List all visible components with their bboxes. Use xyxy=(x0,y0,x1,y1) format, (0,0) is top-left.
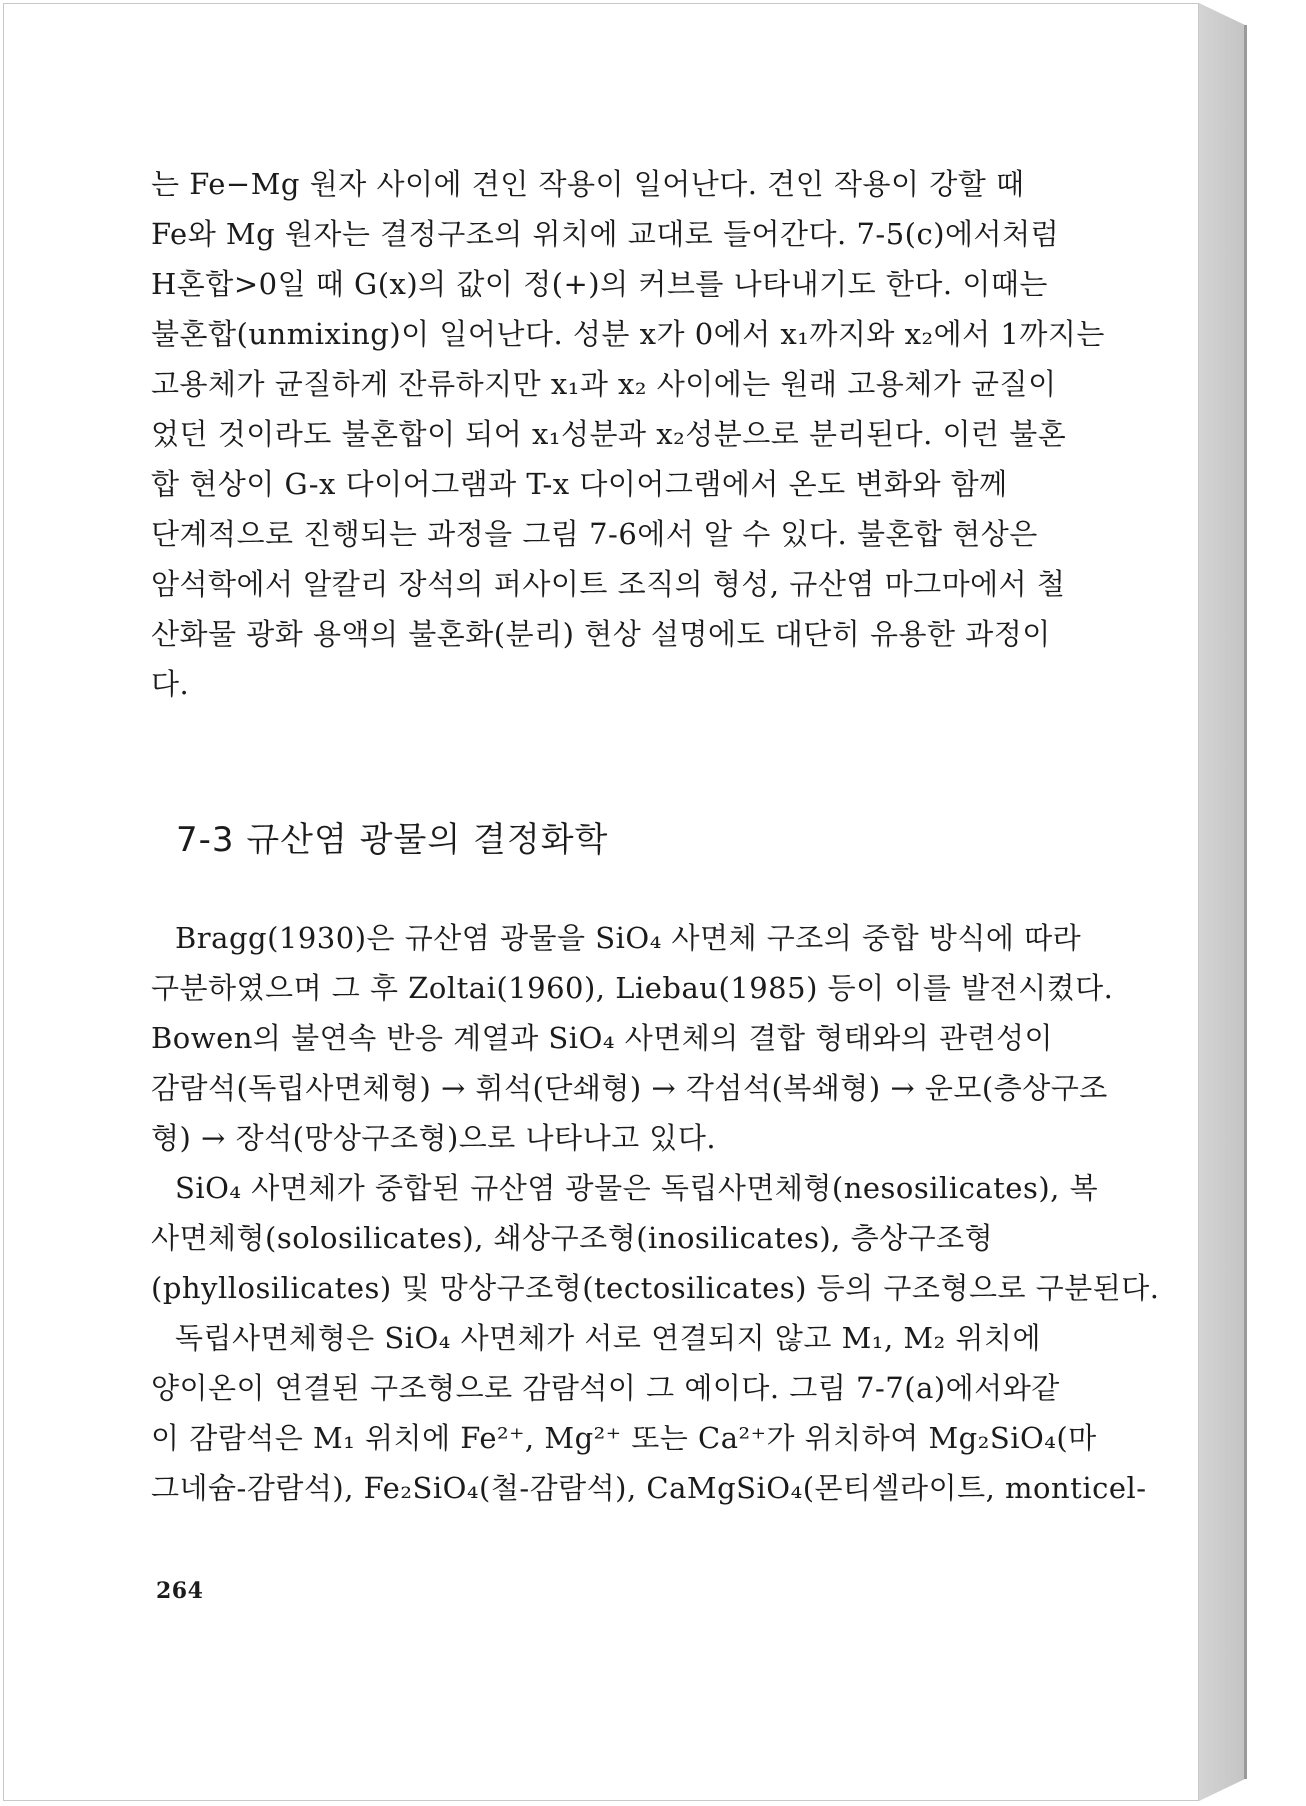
text-line: H혼합>0일 때 G(x)의 값이 정(+)의 커브를 나타내기도 한다. 이때는 xyxy=(151,267,1048,301)
text-line: 감람석(독립사면체형) → 휘석(단쇄형) → 각섬석(복쇄형) → 운모(층상구조 xyxy=(151,1071,1108,1105)
text-line: 양이온이 연결된 구조형으로 감람석이 그 예이다. 그림 7-7(a)에서와같 xyxy=(151,1371,1060,1405)
book-spine xyxy=(1199,3,1245,1801)
text-line: 합 현상이 G-x 다이어그램과 T-x 다이어그램에서 온도 변화와 함께 xyxy=(151,467,1008,501)
text-line: 사면체형(solosilicates), 쇄상구조형(inosilicates), 층상구조형 xyxy=(151,1221,994,1255)
text-line: Bragg(1930)은 규산염 광물을 SiO₄ 사면체 구조의 중합 방식에 따라 xyxy=(175,921,1082,955)
text-line: 는 Fe−Mg 원자 사이에 견인 작용이 일어난다. 견인 작용이 강할 때 xyxy=(151,167,1025,201)
text-line: 고용체가 균질하게 잔류하지만 x₁과 x₂ 사이에는 원래 고용체가 균질이 xyxy=(151,367,1057,401)
paragraph-nesosilicates xyxy=(151,1313,1147,1513)
text-line: 그네슘-감람석), Fe₂SiO₄(철-감람석), CaMgSiO₄(몬티셀라이트, monticel- xyxy=(151,1471,1147,1505)
paragraph-bragg xyxy=(151,913,1114,1163)
book-spine-edge xyxy=(1244,25,1247,1779)
text-line: 독립사면체형은 SiO₄ 사면체가 서로 연결되지 않고 M₁, M₂ 위치에 xyxy=(175,1321,1041,1355)
text-line: Bowen의 불연속 반응 계열과 SiO₄ 사면체의 결합 형태와의 관련성이 xyxy=(151,1021,1054,1055)
text-line: 었던 것이라도 불혼합이 되어 x₁성분과 x₂성분으로 분리된다. 이런 불혼 xyxy=(151,417,1067,451)
text-line: 구분하였으며 그 후 Zoltai(1960), Liebau(1985) 등이 이를 발전시켰다. xyxy=(151,971,1114,1005)
text-line: 형) → 장석(망상구조형)으로 나타나고 있다. xyxy=(151,1121,717,1155)
text-line: 단계적으로 진행되는 과정을 그림 7-6에서 알 수 있다. 불혼합 현상은 xyxy=(151,517,1038,551)
text-line: 다. xyxy=(151,667,190,701)
text-line: 이 감람석은 M₁ 위치에 Fe²⁺, Mg²⁺ 또는 Ca²⁺가 위치하여 Mg₂SiO₄(마 xyxy=(151,1421,1097,1455)
text-line: (phyllosilicates) 및 망상구조형(tectosilicates) 등의 구조형으로 구분된다. xyxy=(151,1271,1160,1305)
text-line: 불혼합(unmixing)이 일어난다. 성분 x가 0에서 x₁까지와 x₂에서 1까지는 xyxy=(151,317,1105,351)
section-heading: 7-3 규산염 광물의 결정화학 xyxy=(176,820,609,860)
text-line: Fe와 Mg 원자는 결정구조의 위치에 교대로 들어간다. 7-5(c)에서처럼 xyxy=(151,217,1060,251)
text-line: SiO₄ 사면체가 중합된 규산염 광물은 독립사면체형(nesosilicates), 복 xyxy=(175,1171,1099,1205)
text-line: 암석학에서 알칼리 장석의 퍼사이트 조직의 형성, 규산염 마그마에서 철 xyxy=(151,567,1066,601)
page-number: 264 xyxy=(156,1578,204,1604)
paragraph-silicate-types xyxy=(151,1163,1160,1313)
section-intro-paragraph xyxy=(151,159,1105,709)
text-line: 산화물 광화 용액의 불혼화(분리) 현상 설명에도 대단히 유용한 과정이 xyxy=(151,617,1051,651)
